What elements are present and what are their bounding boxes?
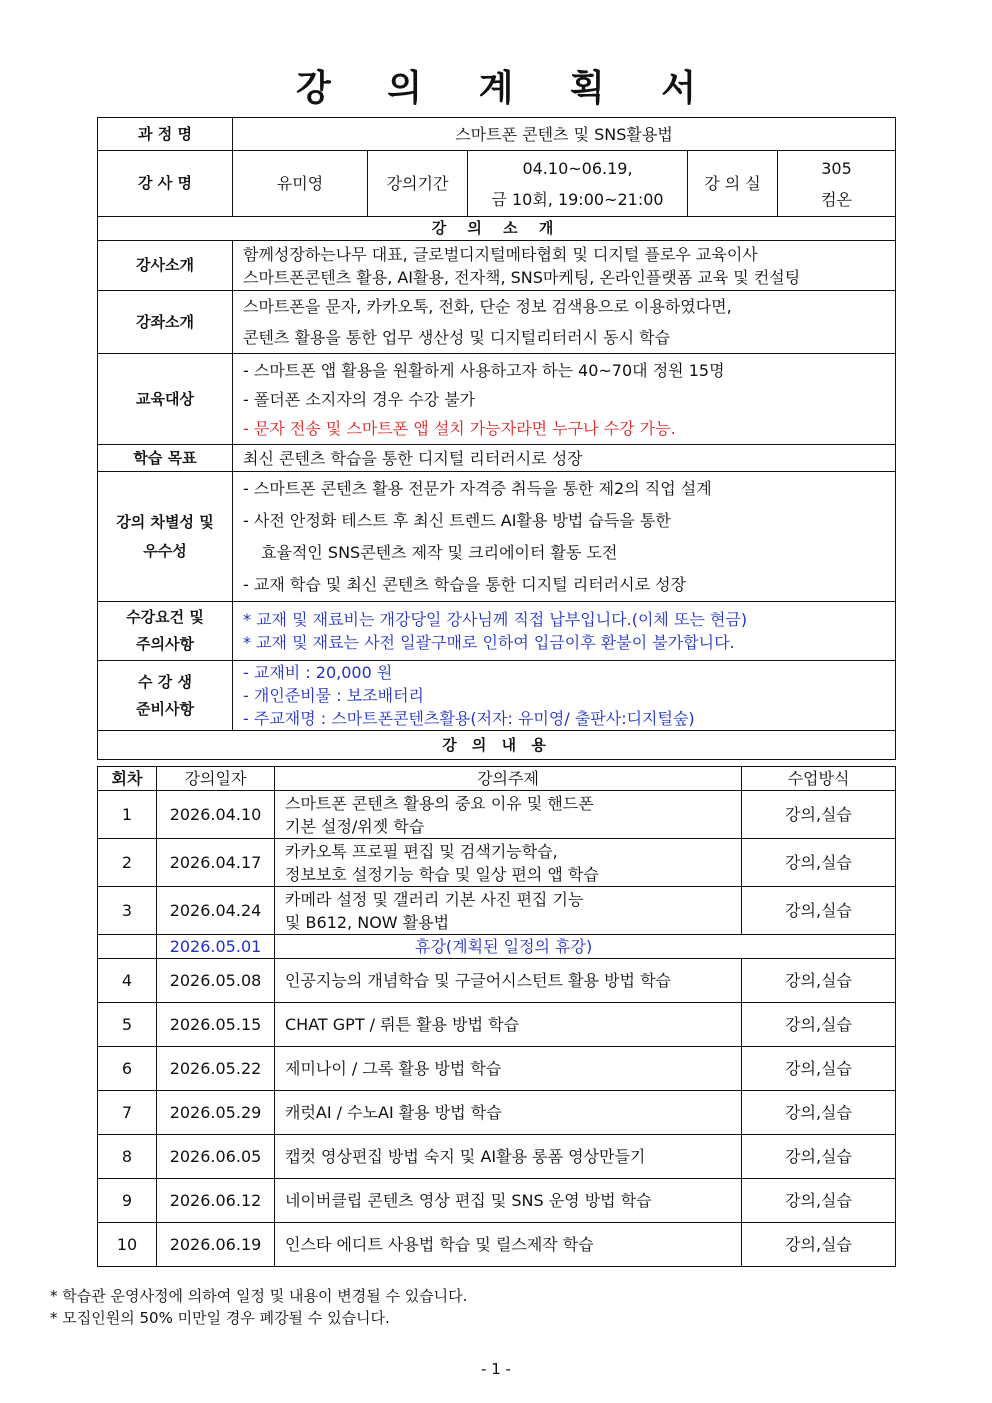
distinction-content (233, 472, 896, 602)
session-date: 2026.06.19 (157, 1223, 275, 1267)
course-intro (233, 291, 896, 354)
room-label: 강 의 실 (688, 151, 778, 217)
instructor-intro-line: 스마트폰콘텐츠 활용, AI활용, 전자책, SNS마케팅, 온라인플랫폼 교육 및 컨설팅 (243, 267, 801, 287)
distinction-line: 효율적인 SNS콘텐츠 제작 및 크리에이터 활동 도전 (261, 543, 618, 562)
course-intro-line: 콘텐츠 활용을 통한 업무 생산성 및 디지털리터러시 동시 학습 (243, 328, 671, 347)
table-row (98, 1135, 896, 1179)
table-row (98, 1047, 896, 1091)
session-no: 5 (98, 1003, 157, 1047)
session-date: 2026.06.12 (157, 1179, 275, 1223)
session-method: 강의,실습 (742, 1047, 896, 1091)
table-row (98, 791, 896, 839)
period-label: 강의기간 (368, 151, 468, 217)
table-row (98, 1003, 896, 1047)
page-number: - 1 - (481, 1360, 511, 1378)
document-title: 강 의 계 획 서 (295, 67, 718, 109)
session-topic-line: 정보보호 설정기능 학습 및 일상 편의 앱 학습 (285, 864, 599, 884)
instructor-label: 강 사 명 (98, 151, 233, 217)
preparation-line: - 개인준비물 : 보조배터리 (243, 686, 424, 705)
period-value (468, 151, 688, 217)
requirements-label-line: 수강요건 및 (126, 608, 204, 626)
requirements-label (98, 602, 233, 661)
table-row (98, 887, 896, 935)
session-no: 9 (98, 1179, 157, 1223)
session-no: 2 (98, 839, 157, 887)
preparation-label-line: 준비사항 (136, 699, 194, 718)
requirements-content (233, 602, 896, 661)
distinction-line: - 스마트폰 콘텐츠 활용 전문가 자격증 취득을 통한 제2의 직업 설계 (243, 479, 712, 498)
session-method: 강의,실습 (742, 1179, 896, 1223)
session-no: 10 (98, 1223, 157, 1267)
session-topic: 네이버클립 콘텐츠 영상 편집 및 SNS 운영 방법 학습 (275, 1179, 742, 1223)
session-no: 4 (98, 959, 157, 1003)
preparation-content (233, 661, 896, 731)
session-topic: 제미나이 / 그록 활용 방법 학습 (275, 1047, 742, 1091)
table-row (98, 839, 896, 887)
session-method: 강의,실습 (742, 1003, 896, 1047)
period-line1: 04.10~06.19, (522, 158, 633, 178)
col-method: 수업방식 (742, 767, 896, 791)
session-method: 강의,실습 (742, 959, 896, 1003)
preparation-label-line: 수 강 생 (138, 672, 192, 691)
content-section-header: 강 의 내 용 (98, 731, 896, 760)
session-topic-line: 카카오톡 프로필 편집 및 검색기능학습, (285, 841, 558, 861)
footnote: * 학습관 운영사정에 의하여 일정 및 내용이 변경될 수 있습니다. (50, 1287, 468, 1305)
target-line: - 스마트폰 앱 활용을 원활하게 사용하고자 하는 40~70대 정원 15명 (243, 360, 725, 380)
holiday-row (98, 935, 896, 959)
session-topic (275, 839, 742, 887)
session-method: 강의,실습 (742, 1091, 896, 1135)
session-date: 2026.06.05 (157, 1135, 275, 1179)
distinction-label-line: 강의 차별성 및 (116, 512, 214, 531)
period-line2: 금 10회, 19:00~21:00 (491, 189, 664, 209)
instructor-intro-line: 함께성장하는나무 대표, 글로벌디지털메타협회 및 디지털 플로우 교육이사 (243, 244, 758, 264)
session-topic-line: 카메라 설정 및 갤러리 기본 사진 편집 기능 (285, 889, 584, 909)
session-method: 강의,실습 (742, 839, 896, 887)
session-date: 2026.04.17 (157, 839, 275, 887)
target-label: 교육대상 (98, 354, 233, 445)
distinction-line: - 교재 학습 및 최신 콘텐츠 학습을 통한 디지털 리터러시로 성장 (243, 575, 687, 594)
session-topic-line: 및 B612, NOW 활용법 (285, 912, 450, 932)
session-no: 6 (98, 1047, 157, 1091)
session-method: 강의,실습 (742, 1223, 896, 1267)
preparation-line: - 주교재명 : 스마트폰콘텐츠활용(저자: 유미영/ 출판사:디지털숲) (243, 709, 695, 728)
goal-label: 학습 목표 (98, 445, 233, 472)
distinction-label (98, 472, 233, 602)
intro-section-header: 강 의 소 개 (98, 217, 896, 241)
info-table (97, 117, 896, 760)
requirements-label-line: 주의사항 (136, 635, 194, 653)
room-line1: 305 (821, 158, 852, 178)
session-topic (275, 887, 742, 935)
footnote: * 모집인원의 50% 미만일 경우 폐강될 수 있습니다. (50, 1309, 390, 1327)
footnotes (50, 1285, 467, 1329)
holiday-text: 휴강(계획된 일정의 휴강) (275, 935, 896, 959)
learning-goal: 최신 콘텐츠 학습을 통한 디지털 리터러시로 성장 (233, 445, 896, 472)
requirements-line: * 교재 및 재료는 사전 일괄구매로 인하여 입금이후 환불이 불가합니다. (243, 633, 735, 652)
session-method: 강의,실습 (742, 791, 896, 839)
session-topic (275, 791, 742, 839)
session-topic-line: 기본 설정/위젯 학습 (285, 816, 425, 836)
session-date: 2026.05.08 (157, 959, 275, 1003)
session-date: 2026.05.29 (157, 1091, 275, 1135)
target-line: - 폴더폰 소지자의 경우 수강 불가 (243, 389, 476, 409)
preparation-label (98, 661, 233, 731)
col-session: 회차 (98, 767, 157, 791)
session-date: 2026.04.24 (157, 887, 275, 935)
course-intro-label: 강좌소개 (98, 291, 233, 354)
session-no: 3 (98, 887, 157, 935)
session-topic-line: 스마트폰 콘텐츠 활용의 중요 이유 및 핸드폰 (285, 793, 594, 813)
session-date: 2026.05.15 (157, 1003, 275, 1047)
session-method: 강의,실습 (742, 1135, 896, 1179)
holiday-no (98, 935, 157, 959)
target-audience (233, 354, 896, 445)
session-no: 1 (98, 791, 157, 839)
session-topic: 캐럿AI / 수노AI 활용 방법 학습 (275, 1091, 742, 1135)
distinction-line: - 사전 안정화 테스트 후 최신 트렌드 AI활용 방법 습득을 통한 (243, 511, 671, 530)
target-line-highlight: - 문자 전송 및 스마트폰 앱 설치 가능자라면 누구나 수강 가능. (243, 418, 676, 438)
course-intro-line: 스마트폰을 문자, 카카오톡, 전화, 단순 정보 검색용으로 이용하였다면, (243, 297, 732, 316)
distinction-label-line: 우수성 (143, 541, 187, 560)
preparation-line: - 교재비 : 20,000 원 (243, 663, 393, 682)
session-no: 7 (98, 1091, 157, 1135)
session-date: 2026.05.22 (157, 1047, 275, 1091)
session-date: 2026.04.10 (157, 791, 275, 839)
table-row (98, 1223, 896, 1267)
session-topic: CHAT GPT / 뤼튼 활용 방법 학습 (275, 1003, 742, 1047)
session-topic: 인스타 에디트 사용법 학습 및 릴스제작 학습 (275, 1223, 742, 1267)
instructor-intro-label: 강사소개 (98, 241, 233, 291)
holiday-date: 2026.05.01 (157, 935, 275, 959)
session-topic: 캡컷 영상편집 방법 숙지 및 AI활용 롱폼 영상만들기 (275, 1135, 742, 1179)
room-value (778, 151, 896, 217)
course-label: 과 정 명 (98, 118, 233, 151)
session-topic: 인공지능의 개념학습 및 구글어시스턴트 활용 방법 학습 (275, 959, 742, 1003)
requirements-line: * 교재 및 재료비는 개강당일 강사님께 직접 납부입니다.(이체 또는 현금) (243, 610, 748, 629)
col-topic: 강의주제 (275, 767, 742, 791)
instructor-intro (233, 241, 896, 291)
session-no: 8 (98, 1135, 157, 1179)
table-row (98, 959, 896, 1003)
schedule-table (97, 766, 896, 1267)
instructor-name: 유미영 (233, 151, 368, 217)
session-method: 강의,실습 (742, 887, 896, 935)
course-name: 스마트폰 콘텐츠 및 SNS활용법 (233, 118, 896, 151)
col-date: 강의일자 (157, 767, 275, 791)
room-line2: 컴온 (821, 189, 852, 209)
table-row (98, 1091, 896, 1135)
table-row (98, 1179, 896, 1223)
